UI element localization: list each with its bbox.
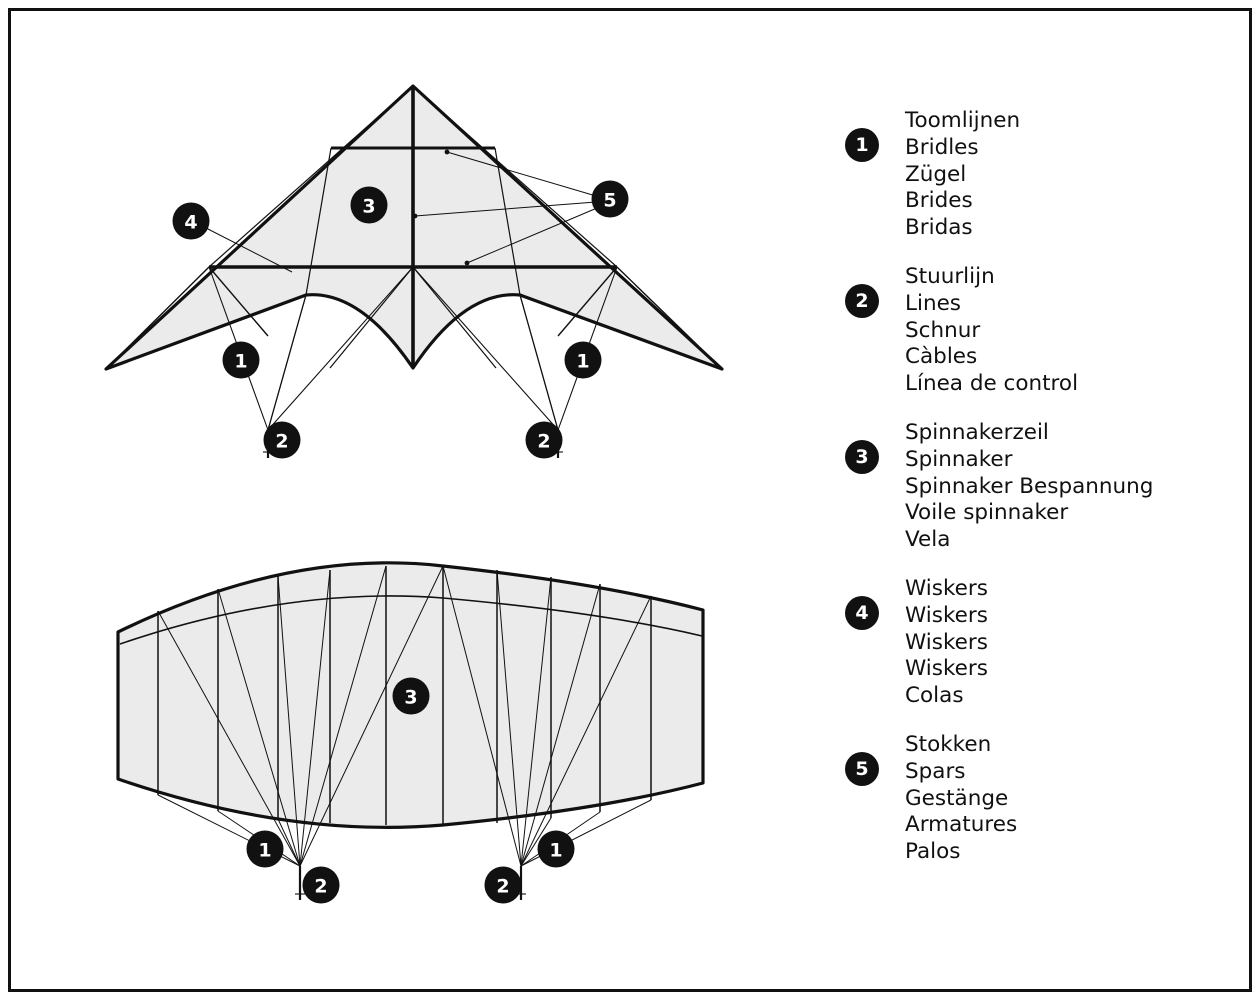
legend-term-de: Spinnaker Bespannung [905,473,1154,499]
callout-badge-label: 1 [234,350,248,373]
callout-badge-label: 3 [362,195,376,218]
legend-term-en: Bridles [905,134,979,160]
legend-term-fr: Brides [905,188,973,214]
callout-badge-label: 5 [603,189,617,212]
callout-badge-1-foil-left[interactable] [247,831,284,868]
callout-badge-label: 1 [576,350,590,373]
legend-badge-1: 1 [845,128,879,162]
legend-term-es: Palos [905,839,961,865]
legend-term-nl: Spinnakerzeil [905,419,1049,445]
legend-term-en: Spars [905,758,966,784]
legend-terms-2 [905,264,1078,398]
callout-badge-label: 1 [258,839,272,862]
legend-term-de: Schnur [905,317,981,343]
callout-badge-1-delta-left[interactable] [223,342,260,379]
callout-badge-4-delta[interactable] [173,203,210,240]
callout-badge-label: 2 [537,430,551,453]
legend-term-es: Línea de control [905,371,1079,397]
legend-terms-1 [905,108,1020,242]
legend-term-fr: Armatures [905,812,1018,838]
legend-term-en: Wiskers [905,602,988,628]
legend-item-5[interactable] [845,732,1245,866]
callout-badge-2-delta-left[interactable] [264,422,301,459]
legend-term-es: Vela [905,527,951,553]
legend-badge-4: 4 [845,596,879,630]
legend-terms-4 [905,576,988,710]
delta-flying-lines [268,430,558,458]
legend-term-de: Zügel [905,161,967,187]
legend-term-nl: Wiskers [905,575,988,601]
legend-terms-5 [905,732,1017,866]
legend-term-nl: Stokken [905,731,992,757]
legend-term-de: Wiskers [905,629,988,655]
legend-item-4[interactable] [845,576,1245,710]
callout-badge-2-foil-left[interactable] [303,867,340,904]
callout-badge-label: 2 [496,875,510,898]
callout-badge-1-delta-right[interactable] [565,342,602,379]
callout-badge-label: 4 [184,211,198,234]
legend-term-es: Bridas [905,215,973,241]
legend-term-en: Spinnaker [905,446,1013,472]
legend-term-es: Colas [905,683,964,709]
delta-kite-view [106,86,722,458]
callout-badge-label: 1 [549,839,563,862]
legend-terms-3 [905,420,1153,554]
callout-badge-3-foil[interactable] [393,678,430,715]
legend-term-nl: Toomlijnen [905,108,1021,133]
legend-term-fr: Wiskers [905,656,988,682]
foil-kite-view [118,563,703,900]
legend-term-de: Gestänge [905,785,1009,811]
callout-badge-3-delta[interactable] [351,187,388,224]
callout-badge-label: 3 [404,686,418,709]
callout-badge-2-foil-right[interactable] [485,867,522,904]
callout-badge-5-delta[interactable] [592,181,629,218]
legend-term-nl: Stuurlijn [905,263,995,289]
legend-term-fr: Càbles [905,344,978,370]
legend-term-fr: Voile spinnaker [905,500,1069,526]
legend-item-3[interactable] [845,420,1245,554]
legend-badge-3: 3 [845,440,879,474]
legend-panel [845,108,1245,888]
callout-badge-2-delta-right[interactable] [526,422,563,459]
legend-term-en: Lines [905,290,962,316]
callout-badge-label: 2 [314,875,328,898]
callout-badge-1-foil-right[interactable] [538,831,575,868]
legend-item-1[interactable] [845,108,1245,242]
legend-item-2[interactable] [845,264,1245,398]
legend-badge-2: 2 [845,284,879,318]
legend-badge-5: 5 [845,752,879,786]
callout-badge-label: 2 [275,430,289,453]
